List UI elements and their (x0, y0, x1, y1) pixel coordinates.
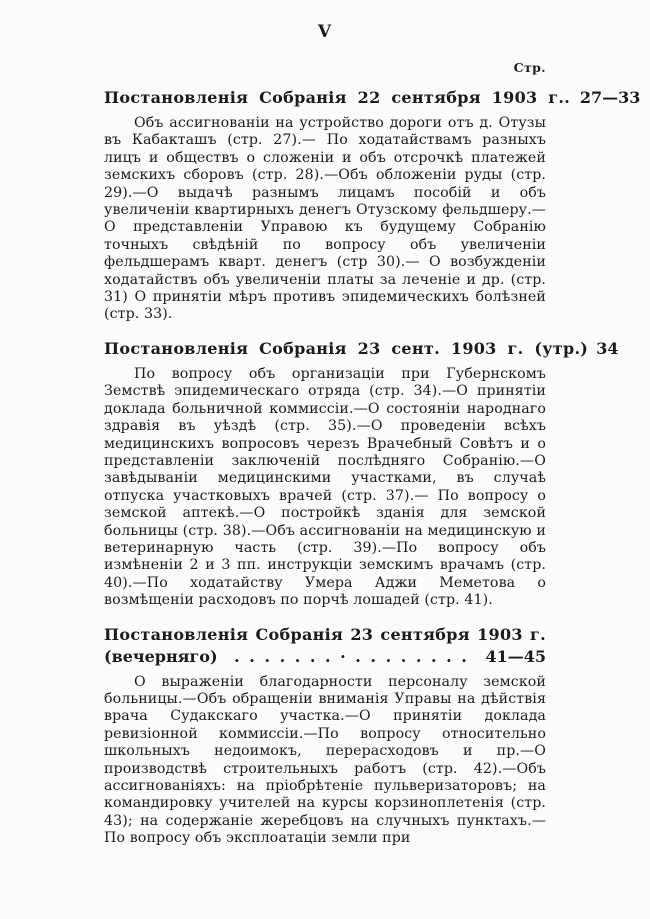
toc-entry (104, 88, 641, 324)
entry-heading: Постановленія Собранія 23 сент. 1903 г. (утр.) (104, 338, 589, 358)
entry-body: Объ ассигнованіи на устройство дороги отъ д. Отузы въ Кабакташъ (стр. 27).— По ходатайствамъ разныхъ лицъ и обществъ о сложеніи и объ отсрочкѣ платежей земскихъ сборовъ (стр. 28).—Объ обложеніи руды (стр. 29).—О выдачѣ разнымъ лицамъ пособій и объ увеличеніи квартирныхъ денегъ Отузскому фельдшеру.—О представленіи Управою къ будущему Собранію точныхъ свѣдѣній по вопросу объ увеличеніи фельдшерамъ кварт. денегъ (стр 30).— О возбужденіи ходатайствъ объ увеличеніи платы за леченіе и др. (стр. 31) О принятіи мѣръ противъ эпидемическихъ болѣзней (стр. 33). (104, 115, 546, 323)
entry-pages: 27—33 (579, 88, 641, 107)
entry-heading: Постановленія Собранія 22 сентября 1903 г. (104, 88, 565, 107)
leader-dots: . . . . . . . · . . . . . . . . (234, 646, 469, 666)
entry-heading-line2 (104, 647, 546, 666)
entry-heading-continuation: (вечерняго) (104, 646, 218, 666)
toc-entry (104, 625, 546, 848)
entry-heading-row (104, 338, 619, 358)
page-column-header: Стр. (513, 60, 546, 75)
entry-body: О выраженіи благодарности персоналу земской больницы.—Объ обращеніи вниманія Управы на дѣйствія врача Судакскаго участка.—О принятіи доклада ревизіонной коммиссіи.—По вопросу относительно школьныхъ недоимокъ, перерасходовъ и пр.—О производствѣ строительныхъ работъ (стр. 42).—Объ ассигнованіяхъ: на пріобрѣтеніе пульверизаторовъ; на командировку учителей на курсы корзиноплетенія (стр. 43); на содержаніе жеребцовъ на случныхъ пунктахъ.—По вопросу объ эксплоатаціи земли при (104, 673, 546, 847)
page-number: V (317, 22, 333, 42)
entry-pages-group (564, 88, 640, 107)
entry-body: По вопросу объ организаціи при Губернскомъ Земствѣ эпидемическаго отряда (стр. 34).—О принятіи доклада больничной коммиссіи.—О состояніи народнаго здравія въ уѣздѣ (стр. 35).—О проведеніи всѣхъ медицинскихъ вопросовъ черезъ Врачебный Совѣтъ и о представленіи заключеній послѣдняго Собранію.—О завѣдываніи медицинскими участками, въ случаѣ отпуска участковыхъ врачей (стр. 37).— По вопросу о земской аптекѣ.—О постройкѣ зданія для земской больницы (стр. 38).—Объ ассигнованіи на медицинскую и ветеринарную часть (стр. 39).—По вопросу объ измѣненіи 2 и 3 пп. инструкціи земскимъ врачамъ (стр. 40).—По ходатайству Умера Аджи Меметова о возмѣщеніи расходовъ по порчѣ лошадей (стр. 41). (104, 365, 546, 609)
toc-content (104, 60, 641, 848)
entry-pages-group (588, 339, 618, 358)
entry-pages: 34 (596, 338, 619, 358)
entry-heading-row (104, 88, 641, 107)
leader-dot: . (564, 88, 572, 107)
entry-heading: Постановленія Собранія 23 сентября 1903 г. (104, 624, 546, 644)
entry-pages: 41—45 (485, 646, 546, 666)
toc-entry (104, 338, 619, 610)
